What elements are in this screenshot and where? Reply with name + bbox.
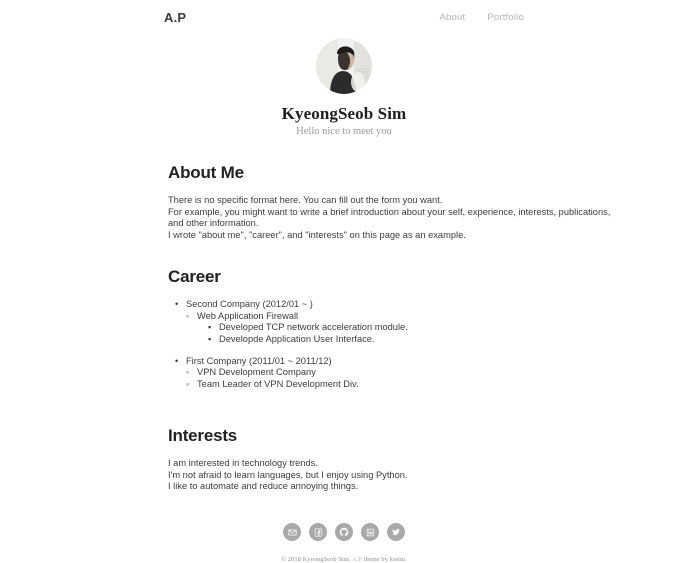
social-link-email[interactable]	[283, 523, 301, 541]
site-header	[0, 0, 688, 34]
about-line: I wrote "about me", "career", and "interests" on this page as an example.	[168, 229, 466, 240]
main-nav	[440, 12, 524, 23]
career-role-label: VPN Development Company	[197, 367, 316, 378]
envelope-icon	[288, 528, 297, 537]
section-career	[168, 267, 524, 390]
interests-line: I am interested in technology trends.	[168, 458, 318, 469]
avatar	[316, 38, 372, 94]
interests-body	[168, 458, 524, 493]
about-line: There is no specific format here. You can fill out the form you want.	[168, 195, 443, 205]
footer-copyright: © 2018 KyeongSeob Sim.	[281, 556, 351, 563]
social-links	[0, 523, 688, 541]
career-task-label: Developed TCP network acceleration module.	[219, 322, 408, 333]
social-link-github[interactable]	[335, 523, 353, 541]
nav-item-about[interactable]: About	[439, 11, 466, 23]
linkedin-icon	[366, 528, 375, 537]
career-task	[219, 334, 524, 345]
about-title: About Me	[168, 163, 244, 182]
section-about	[168, 163, 611, 241]
career-role	[197, 379, 524, 390]
career-company: • Second Company (2012/01 ~ )	[175, 299, 313, 310]
career-group	[175, 356, 524, 390]
social-link-facebook[interactable]	[309, 523, 327, 541]
footer	[0, 556, 688, 563]
brand-logo[interactable]: A.P	[164, 9, 187, 25]
about-body	[168, 195, 611, 241]
main-content	[164, 163, 611, 493]
career-company-label: Second Company (2012/01 ~ )	[186, 299, 313, 310]
career-title: Career	[168, 267, 221, 287]
career-task-list	[197, 322, 524, 345]
career-company: • First Company (2011/01 ~ 2011/12)	[175, 356, 332, 366]
about-line: and other information.	[168, 218, 259, 229]
career-role-label: Team Leader of VPN Development Div.	[197, 378, 359, 389]
career-role	[197, 367, 524, 378]
career-list	[168, 299, 524, 390]
footer-theme-by: theme by kssim.	[363, 556, 407, 563]
github-icon	[339, 527, 349, 537]
profile-photo-icon	[316, 38, 372, 94]
career-role-label: Web Application Firewall	[197, 310, 299, 321]
nav-item-portfolio[interactable]: Portfolio	[487, 11, 524, 23]
interests-title: Interests	[168, 426, 238, 446]
career-company-label: First Company (2011/01 ~ 2011/12)	[186, 356, 332, 366]
social-link-twitter[interactable]	[387, 523, 405, 541]
social-link-linkedin[interactable]	[361, 523, 379, 541]
career-sublist	[186, 367, 524, 390]
career-sublist	[186, 311, 524, 345]
career-role	[197, 311, 524, 322]
profile-tagline: Hello nice to meet you	[296, 126, 392, 137]
profile-section	[0, 38, 688, 137]
twitter-icon	[391, 527, 401, 537]
interests-line: I like to automate and reduce annoying things.	[168, 481, 359, 492]
about-line: For example, you might want to write a brief introduction about your self, experience, interests, publications,	[168, 206, 611, 217]
career-task-label: Developde Application User Interface.	[219, 333, 375, 344]
facebook-icon	[314, 528, 323, 537]
footer-theme-mark: A.P	[352, 556, 362, 563]
career-task	[219, 322, 524, 333]
career-group	[175, 299, 524, 345]
interests-line: I'm not afraid to learn languages, but I enjoy using Python.	[168, 469, 408, 480]
profile-name: KyeongSeob Sim	[281, 104, 407, 123]
section-interests	[168, 426, 524, 493]
